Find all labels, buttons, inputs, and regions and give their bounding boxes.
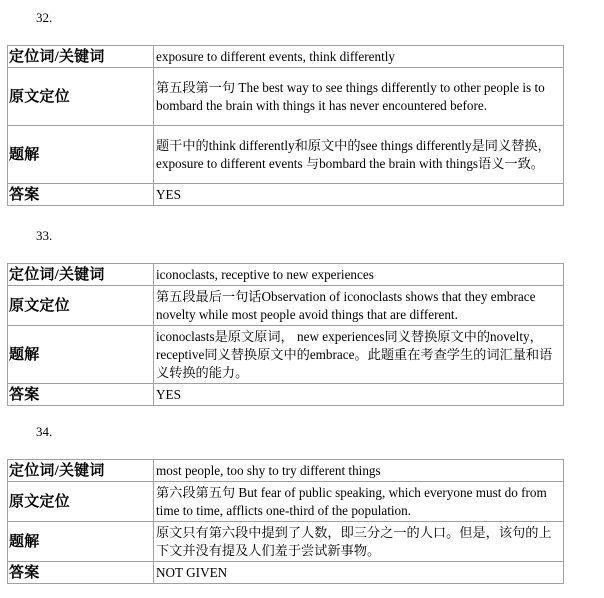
answer-table <box>7 263 564 406</box>
explain-value: iconoclasts是原文原词， new experiences同义替换原文中的novelty，receptive同义替换原文中的embrace。此题重在考查学生的词汇量和语义转换的能力。 <box>154 326 564 384</box>
keyword-label: 定位词/关键词 <box>8 264 154 286</box>
locate-row <box>8 482 564 522</box>
answer-table <box>7 45 564 206</box>
answer-value: YES <box>154 384 564 406</box>
locate-label: 原文定位 <box>8 68 154 126</box>
answer-row <box>8 384 564 406</box>
keyword-label: 定位词/关键词 <box>8 460 154 482</box>
answer-label: 答案 <box>8 384 154 406</box>
explain-label: 题解 <box>8 522 154 562</box>
answer-label: 答案 <box>8 184 154 206</box>
explain-value: 题干中的think differently和原文中的see things differently是同义替换， exposure to different events 与bombard the brain with things语义一致。 <box>154 126 564 184</box>
keyword-label: 定位词/关键词 <box>8 46 154 68</box>
answer-row <box>8 184 564 206</box>
answer-value: NOT GIVEN <box>154 562 564 584</box>
keyword-row <box>8 460 564 482</box>
explain-label: 题解 <box>8 326 154 384</box>
keyword-value: iconoclasts, receptive to new experiences <box>154 264 564 286</box>
locate-label: 原文定位 <box>8 482 154 522</box>
locate-row <box>8 286 564 326</box>
locate-value: 第五段第一句 The best way to see things differently to other people is to bombard the brain with things it has never encountered before. <box>154 68 564 126</box>
locate-value: 第五段最后一句话Observation of iconoclasts shows that they embrace novelty while most people avoid things that are different. <box>154 286 564 326</box>
keyword-row <box>8 46 564 68</box>
answer-label: 答案 <box>8 562 154 584</box>
question-number: 32. <box>36 10 53 25</box>
answer-value: YES <box>154 184 564 206</box>
locate-row <box>8 68 564 126</box>
keyword-row <box>8 264 564 286</box>
locate-value: 第六段第五句 But fear of public speaking, which everyone must do from time to time, afflicts one-third of the population. <box>154 482 564 522</box>
question-number: 34. <box>36 424 53 439</box>
question-number: 33. <box>36 228 53 243</box>
explain-value: 原文只有第六段中提到了人数，即三分之一的人口。但是，该句的上下文并没有提及人们羞于尝试新事物。 <box>154 522 564 562</box>
keyword-value: exposure to different events, think differently <box>154 46 564 68</box>
explain-label: 题解 <box>8 126 154 184</box>
answer-table <box>7 459 564 584</box>
locate-label: 原文定位 <box>8 286 154 326</box>
explain-row <box>8 522 564 562</box>
explain-row <box>8 126 564 184</box>
keyword-value: most people, too shy to try different things <box>154 460 564 482</box>
answer-row <box>8 562 564 584</box>
explain-row <box>8 326 564 384</box>
